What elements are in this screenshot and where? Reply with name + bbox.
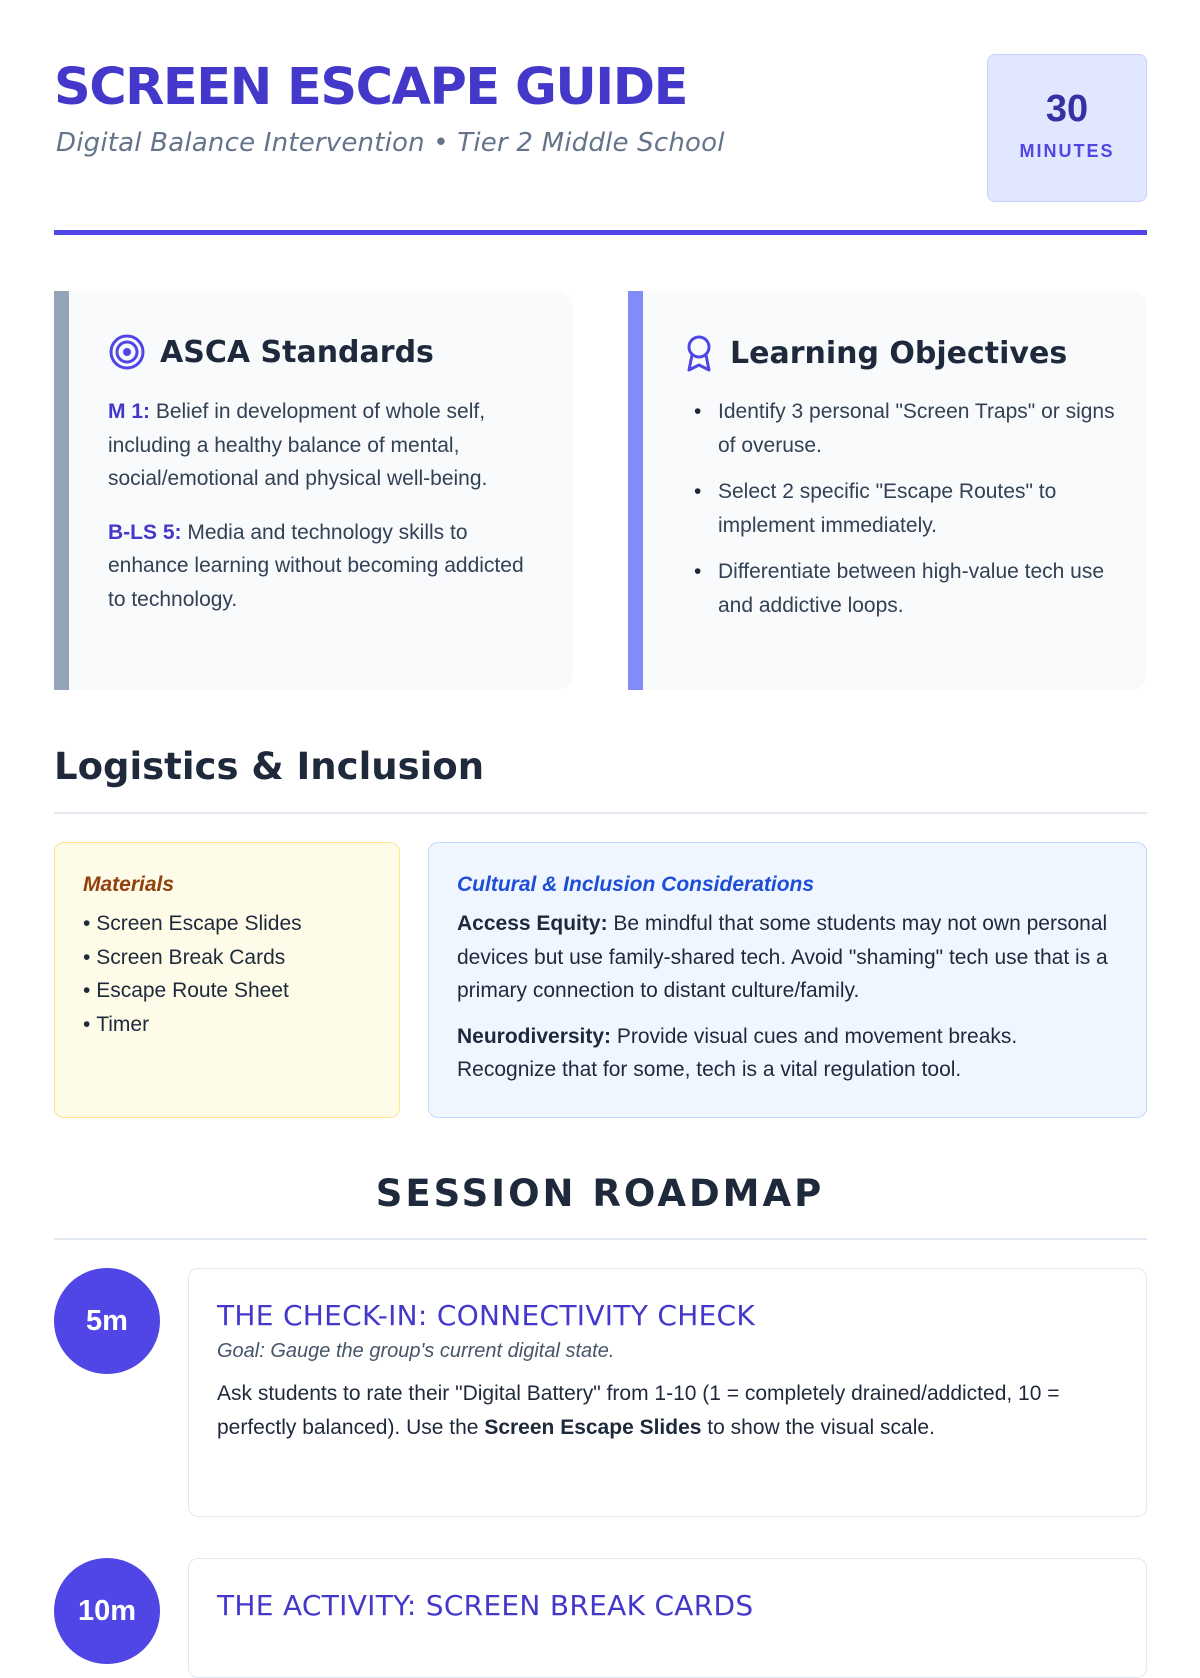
objectives-card: [628, 291, 1147, 690]
standard-item: [108, 516, 533, 617]
material-item: • Screen Break Cards: [83, 941, 371, 975]
logistics-heading: Logistics & Inclusion: [54, 745, 485, 788]
step-desc-text: Ask students to rate their "Digital Battery" from 1-10 (1 = completely drained/addicted, 10 = perfectly balanced). Use the: [217, 1382, 1060, 1439]
award-ribbon-icon: [682, 333, 716, 373]
objective-item: • Select 2 specific "Escape Routes" to implement immediately.: [688, 475, 1117, 542]
standard-code: B-LS 5:: [108, 520, 182, 544]
standard-text: Media and technology skills to enhance learning without becoming addicted to technology.: [108, 520, 524, 611]
page-header: [54, 54, 1147, 202]
standards-card: [54, 291, 573, 690]
neurodiversity-note: [457, 1020, 1118, 1087]
standard-text: Belief in development of whole self, including a healthy balance of mental, social/emotional and physical well-being.: [108, 400, 488, 490]
standard-code: M 1:: [108, 400, 150, 423]
target-icon: [108, 333, 146, 371]
roadmap-divider: [54, 1238, 1147, 1240]
material-item: • Screen Escape Slides: [83, 907, 371, 941]
logistics-divider: [54, 812, 1147, 814]
page-title: SCREEN ESCAPE GUIDE: [54, 58, 687, 117]
step-time-badge: 5m: [54, 1268, 160, 1374]
step-description: [217, 1377, 1118, 1444]
materials-box: [54, 842, 400, 1118]
duration-value: 30: [1045, 88, 1089, 130]
objectives-heading: [682, 333, 1067, 373]
roadmap-heading: SESSION ROADMAP: [375, 1172, 825, 1215]
objectives-list: [688, 395, 1117, 622]
step-time-badge: 10m: [54, 1558, 160, 1664]
step-title: THE ACTIVITY: SCREEN BREAK CARDS: [217, 1589, 754, 1622]
duration-unit: MINUTES: [1019, 141, 1115, 161]
step-desc-bold: Screen Escape Slides: [484, 1415, 702, 1439]
objectives-title: Learning Objectives: [730, 335, 1068, 371]
materials-list: [83, 907, 371, 1041]
objective-item: • Differentiate between high-value tech use and addictive loops.: [688, 555, 1117, 622]
access-equity-text: Be mindful that some students may not own personal devices but use family-shared tech. Avoid "shaming" tech use that is a primary connection to distant culture/family.: [457, 912, 1108, 1002]
step-title: THE CHECK-IN: CONNECTIVITY CHECK: [217, 1299, 756, 1332]
objective-item: • Identify 3 personal "Screen Traps" or signs of overuse.: [688, 395, 1117, 462]
inclusion-box: [428, 842, 1147, 1118]
page-subtitle: Digital Balance Intervention • Tier 2 Middle School: [56, 128, 725, 158]
standard-item: [108, 395, 533, 496]
access-equity-note: [457, 907, 1118, 1008]
standards-title: ASCA Standards: [160, 334, 434, 370]
step-goal: Goal: Gauge the group's current digital state.: [217, 1340, 615, 1362]
material-item: • Timer: [83, 1008, 371, 1042]
inclusion-title: Cultural & Inclusion Considerations: [457, 873, 815, 896]
access-equity-label: Access Equity:: [457, 912, 608, 935]
neurodiversity-label: Neurodiversity:: [457, 1024, 612, 1048]
materials-title: Materials: [83, 873, 175, 896]
material-item: • Escape Route Sheet: [83, 974, 371, 1008]
duration-badge: [987, 54, 1147, 202]
step-card: [188, 1268, 1147, 1517]
header-divider: [54, 230, 1147, 235]
standards-heading: [108, 333, 434, 371]
step-card: [188, 1558, 1147, 1678]
neurodiversity-text: Provide visual cues and movement breaks. Recognize that for some, tech is a vital regulation tool.: [457, 1024, 1018, 1081]
step-desc-text: to show the visual scale.: [701, 1415, 935, 1439]
